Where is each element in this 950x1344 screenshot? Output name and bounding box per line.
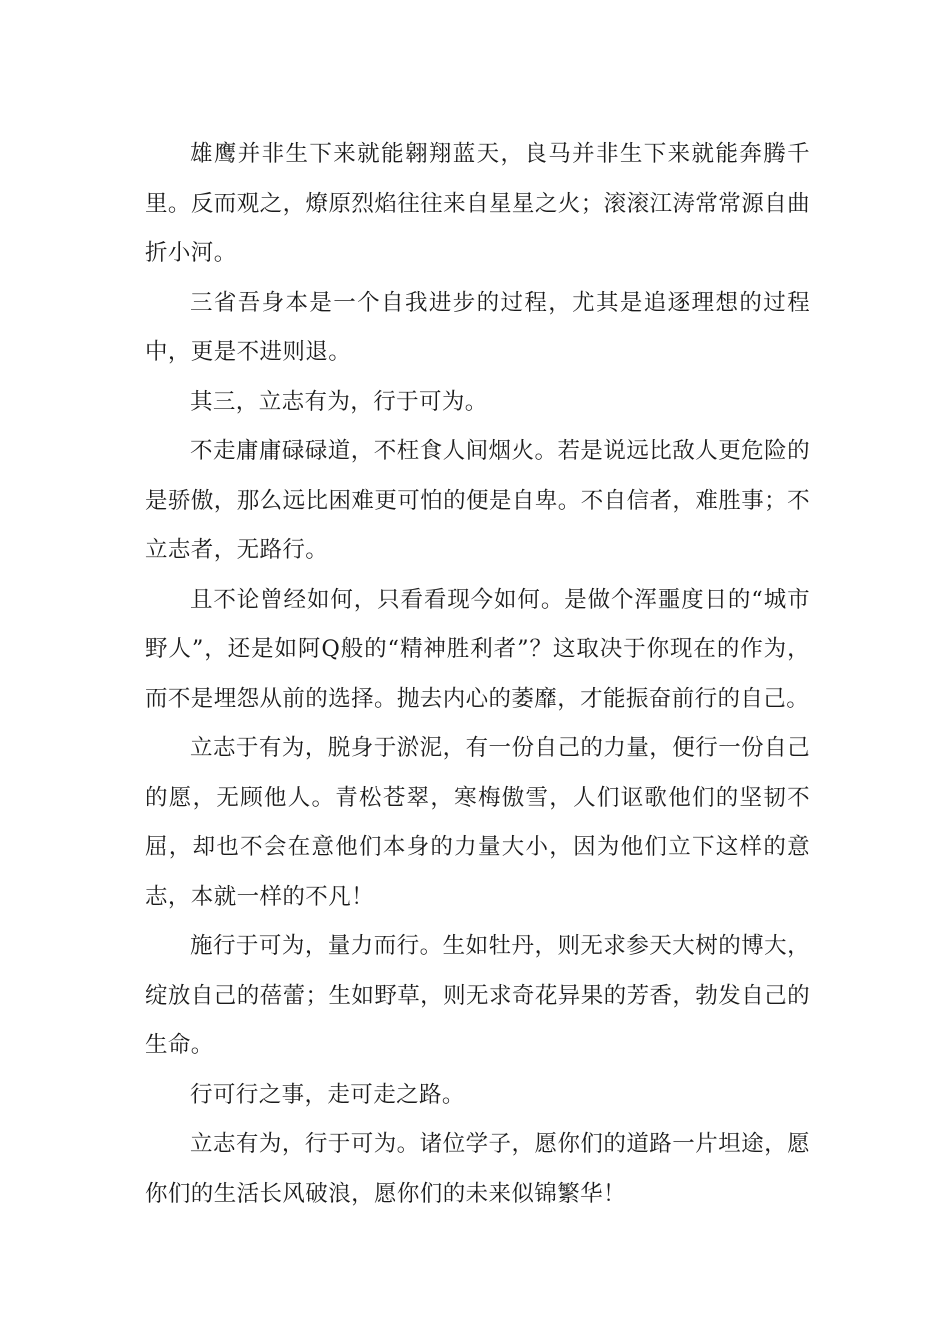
document-body (145, 130, 810, 1219)
paragraph-2: 三省吾身本是一个自我进步的过程，尤其是追逐理想的过程中，更是不进则退。 (145, 289, 810, 365)
paragraph-6: 立志于有为，脱身于淤泥，有一份自己的力量，便行一份自己的愿，无顾他人。青松苍翠，寒梅傲雪，人们讴歌他们的坚韧不屈，却也不会在意他们本身的力量大小，因为他们立下这样的意志，本就一样的不凡！ (145, 735, 810, 910)
paragraph-4: 不走庸庸碌碌道，不枉食人间烟火。若是说远比敌人更危险的是骄傲，那么远比困难更可怕的便是自卑。不自信者，难胜事；不立志者，无路行。 (145, 438, 810, 563)
paragraph-3: 其三，立志有为，行于可为。 (190, 388, 488, 415)
paragraph-8: 行可行之事，走可走之路。 (190, 1081, 465, 1108)
paragraph-9: 立志有为，行于可为。诸位学子，愿你们的道路一片坦途，愿你们的生活长风破浪，愿你们的未来似锦繁华！ (145, 1131, 810, 1207)
paragraph-5: 且不论曾经如何，只看看现今如何。是做个浑噩度日的“城市野人”，还是如阿Q般的“精神胜利者”？这取决于你现在的作为，而不是埋怨从前的选择。抛去内心的萎靡，才能振奋前行的自己。 (145, 586, 810, 712)
paragraph-1: 雄鹰并非生下来就能翱翔蓝天，良马并非生下来就能奔腾千里。反而观之，燎原烈焰往往来自星星之火；滚滚江涛常常源自曲折小河。 (145, 141, 810, 266)
paragraph-7: 施行于可为，量力而行。生如牡丹，则无求参天大树的博大，绽放自己的蓓蕾；生如野草，则无求奇花异果的芳香，勃发自己的生命。 (145, 933, 810, 1058)
